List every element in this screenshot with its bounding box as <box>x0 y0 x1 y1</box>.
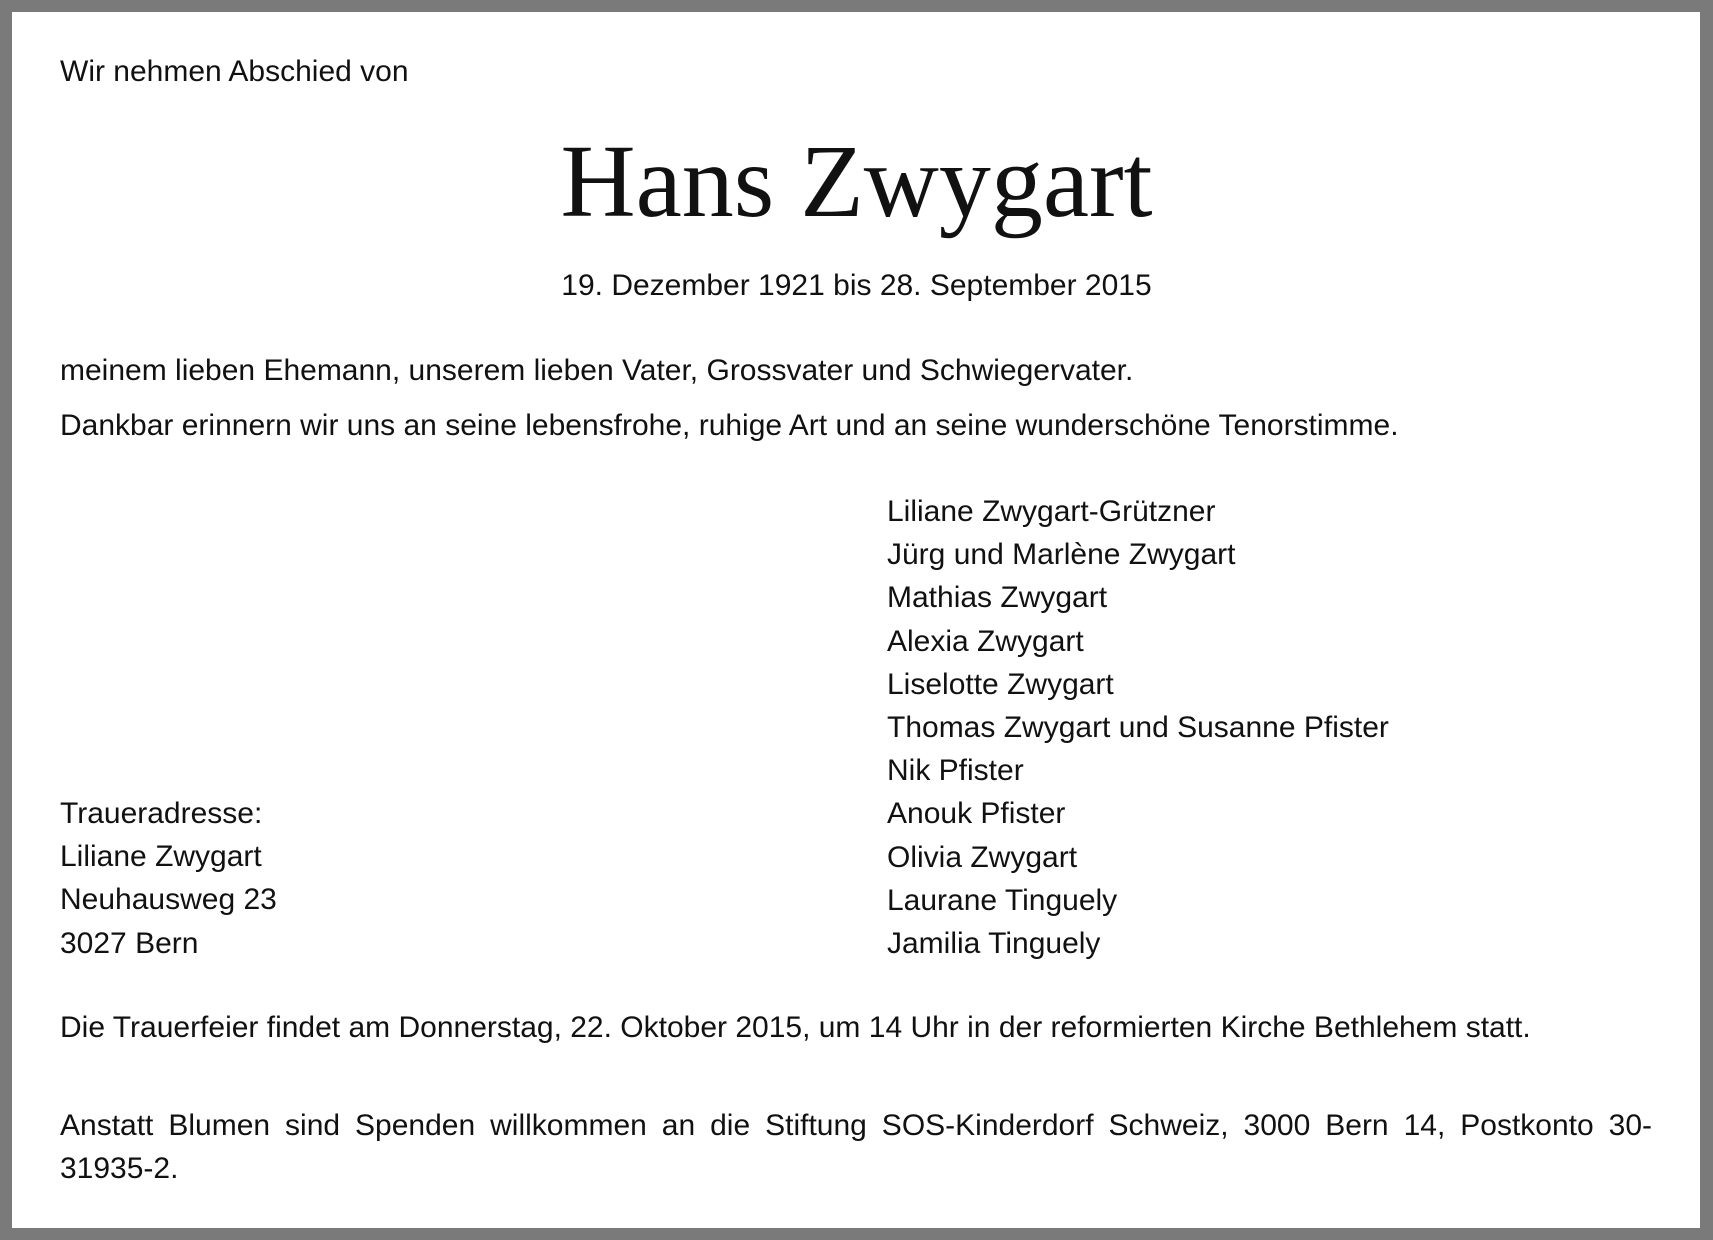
family-list <box>887 490 1389 965</box>
family-member: Laurane Tinguely <box>887 883 1118 917</box>
family-member: Liliane Zwygart-Grützner <box>887 495 1216 528</box>
life-dates: 19. Dezember 1921 bis 28. September 2015 <box>561 269 1152 302</box>
family-member: Jürg und Marlène Zwygart <box>887 538 1236 572</box>
relation-paragraph: meinem lieben Ehemann, unserem lieben Vater, Grossvater und Schwiegervater. <box>60 354 1134 387</box>
address-line: Liliane Zwygart <box>60 840 262 874</box>
deceased-name: Hans Zwygart <box>560 124 1153 239</box>
donation-notice: Anstatt Blumen sind Spenden willkommen an die Stiftung SOS-Kinderdorf Schweiz, 3000 Bern 14, Postkonto 30-31935-2. <box>60 1109 1652 1185</box>
family-member: Anouk Pfister <box>887 797 1066 831</box>
family-member: Thomas Zwygart und Susanne Pfister <box>887 711 1389 745</box>
address-line: 3027 Bern <box>60 926 199 960</box>
mourning-address <box>60 792 277 965</box>
family-member: Jamilia Tinguely <box>887 927 1101 961</box>
family-member: Alexia Zwygart <box>887 624 1084 658</box>
family-member: Nik Pfister <box>887 754 1024 788</box>
address-label: Traueradresse: <box>60 797 263 830</box>
remembrance-paragraph: Dankbar erinnern wir uns an seine lebensfrohe, ruhige Art und an seine wunderschöne Tenorstimme. <box>60 409 1399 442</box>
family-member: Olivia Zwygart <box>887 840 1078 874</box>
address-line: Neuhausweg 23 <box>60 883 277 917</box>
family-member: Mathias Zwygart <box>887 581 1108 615</box>
ceremony-notice: Die Trauerfeier findet am Donnerstag, 22. Oktober 2015, um 14 Uhr in der reformierten Kirche Bethlehem statt. <box>60 1011 1531 1044</box>
intro-text: Wir nehmen Abschied von <box>60 55 409 88</box>
family-member: Liselotte Zwygart <box>887 667 1114 701</box>
